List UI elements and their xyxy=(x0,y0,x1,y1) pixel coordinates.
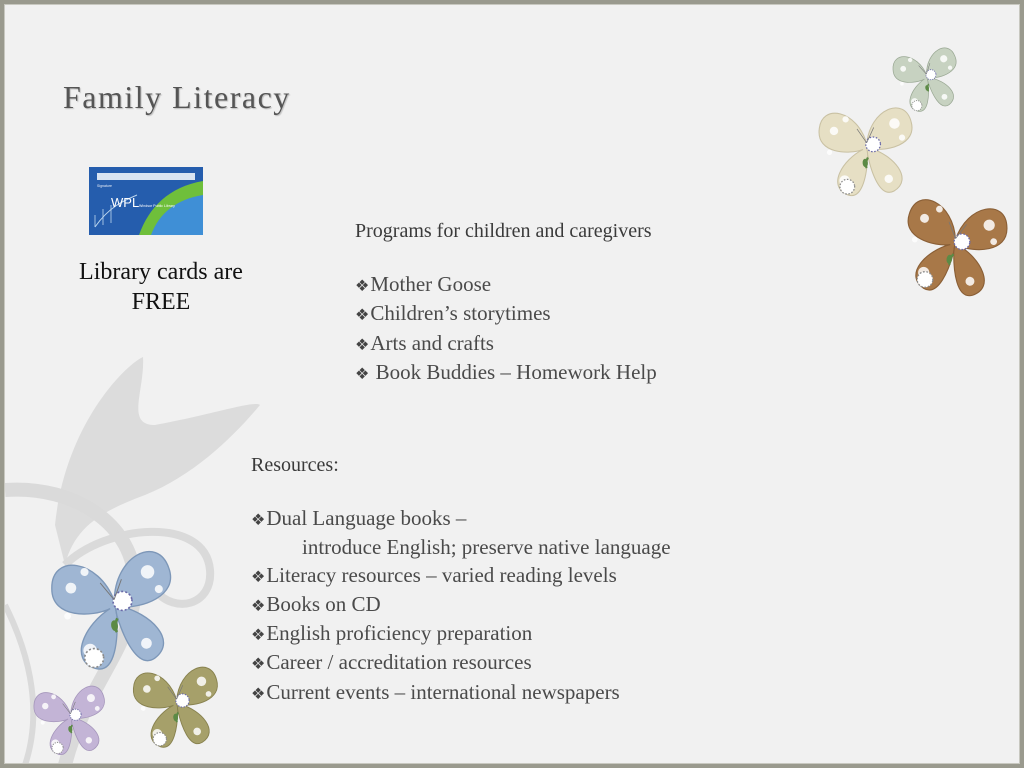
list-item-text: Mother Goose xyxy=(370,272,492,296)
list-item xyxy=(251,562,671,591)
list-item-text: English proficiency preparation xyxy=(266,621,533,646)
diamond-bullet-icon: ❖ xyxy=(251,512,266,529)
list-item-text: Dual Language books – xyxy=(266,506,467,530)
card-library-name: Windsor Public Library xyxy=(139,204,175,208)
card-signature-label: Signature xyxy=(97,184,112,188)
diamond-bullet-icon: ❖ xyxy=(355,278,370,295)
diamond-bullet-icon: ❖ xyxy=(251,685,266,703)
list-item-text: Books on CD xyxy=(266,591,381,616)
resources-heading: Resources: xyxy=(251,454,339,476)
diamond-bullet-icon: ❖ xyxy=(251,627,266,645)
programs-heading: Programs for children and caregivers xyxy=(355,220,652,242)
card-logo-text: WPL xyxy=(111,195,140,210)
list-item xyxy=(355,330,657,359)
slide xyxy=(4,4,1020,764)
list-item xyxy=(355,271,657,300)
list-item-continuation: introduce English; preserve native language xyxy=(302,535,671,560)
diamond-bullet-icon: ❖ xyxy=(251,568,266,586)
butterfly-olive-icon xyxy=(132,666,224,750)
list-item xyxy=(355,300,657,329)
list-item xyxy=(355,359,657,388)
list-item-text: Career / accreditation resources xyxy=(266,650,532,675)
butterfly-brown-icon xyxy=(899,198,1010,300)
butterfly-sage-icon xyxy=(891,46,965,115)
diamond-bullet-icon: ❖ xyxy=(355,307,370,325)
diamond-bullet-icon: ❖ xyxy=(355,365,370,383)
list-item xyxy=(251,649,671,678)
resources-list xyxy=(251,505,671,708)
list-item-text: Book Buddies – Homework Help xyxy=(370,359,657,384)
list-item-text: Current events – international newspapers xyxy=(266,679,620,704)
diamond-bullet-icon: ❖ xyxy=(355,336,370,354)
diamond-bullet-icon: ❖ xyxy=(251,656,266,674)
list-item-text: Children’s storytimes xyxy=(370,301,551,326)
resources-section xyxy=(251,451,671,708)
card-caption-line2: FREE xyxy=(131,289,191,315)
card-caption-line1: Library cards are xyxy=(79,259,243,285)
list-item xyxy=(251,679,671,708)
library-card-caption xyxy=(45,257,277,317)
list-item-text: Arts and crafts xyxy=(370,330,494,355)
library-card-image xyxy=(89,167,203,235)
programs-section xyxy=(355,217,657,388)
list-item xyxy=(251,591,671,620)
butterfly-cream-icon xyxy=(817,107,917,198)
list-item xyxy=(251,505,671,562)
list-item xyxy=(251,620,671,649)
diamond-bullet-icon: ❖ xyxy=(251,597,266,615)
programs-list xyxy=(355,271,657,388)
list-item-text: Literacy resources – varied reading levels xyxy=(266,562,617,587)
slide-title: Family Literacy xyxy=(63,79,291,115)
